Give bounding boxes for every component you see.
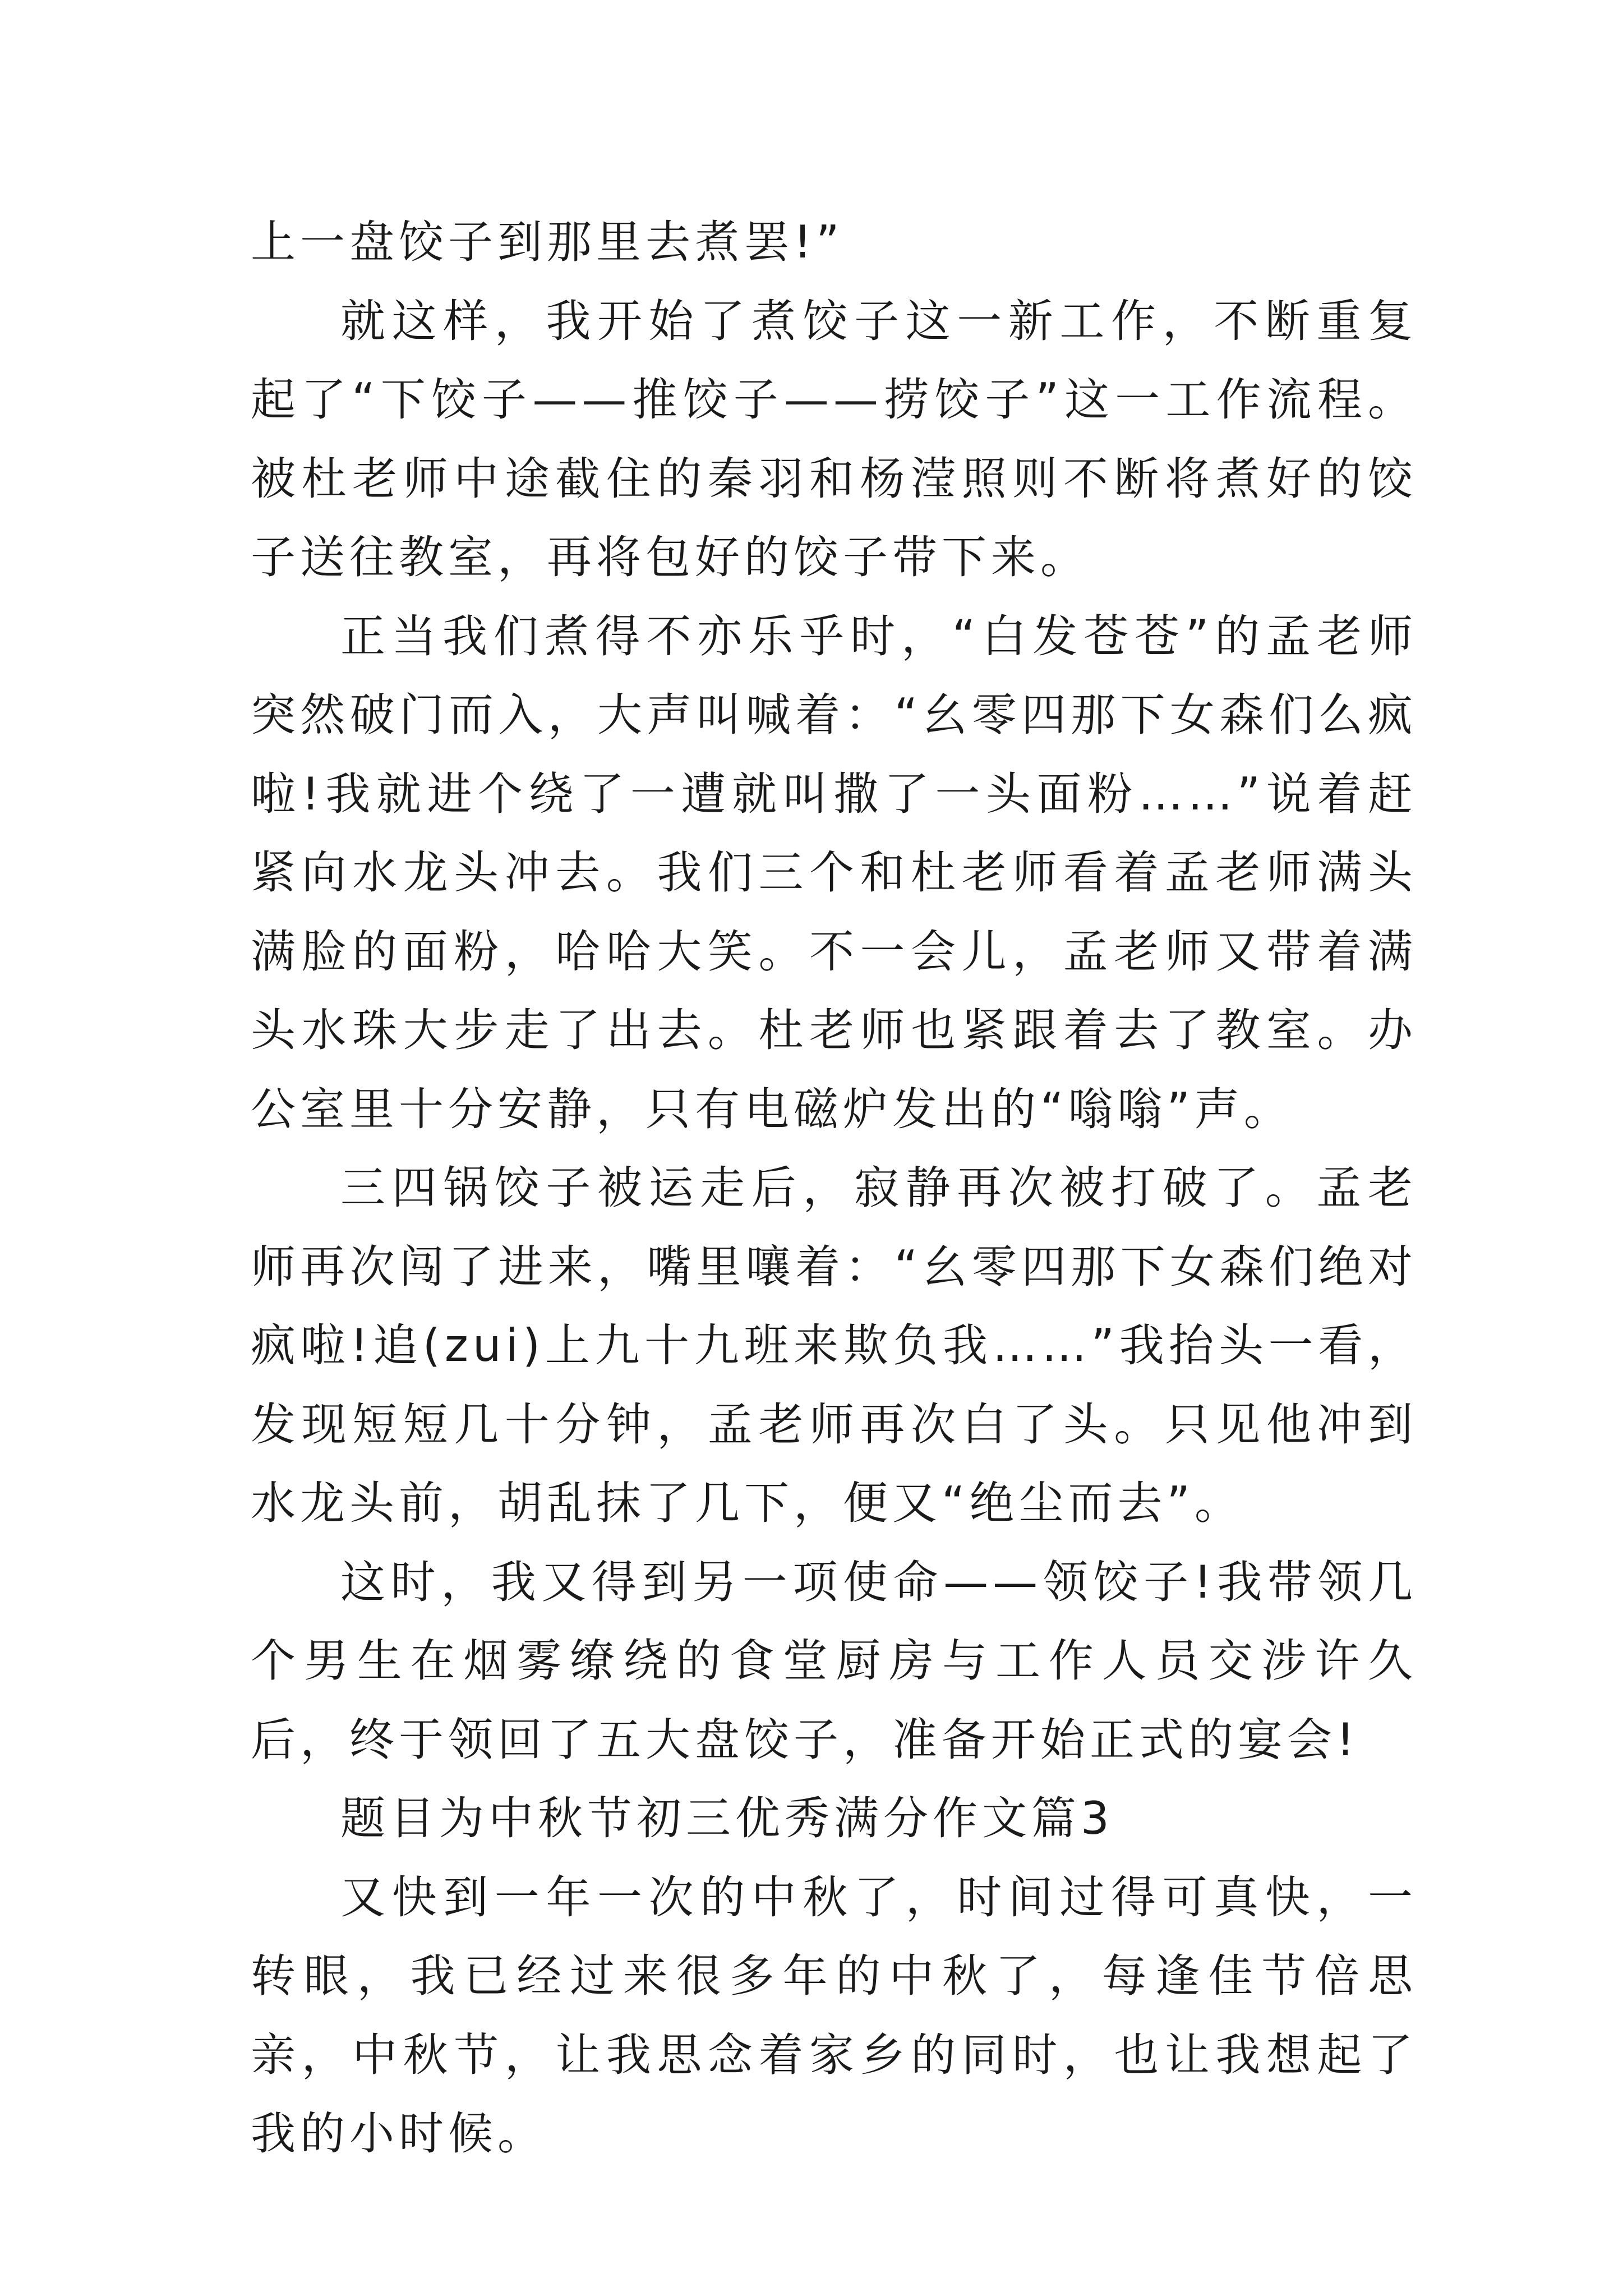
paragraph-4: 三四锅饺子被运走后，寂静再次被打破了。孟老师再次闯了进来，嘴里嚷着：“幺零四那下女森们绝对疯啦!追(zui)上九十九班来欺负我……”我抬头一看，发现短短几十分钟，孟老师再次白了头。只见他冲到水龙头前，胡乱抹了几下，便又“绝尘而去”。	[251, 1162, 1417, 1529]
paragraph-2: 就这样，我开始了煮饺子这一新工作，不断重复起了“下饺子——推饺子——捞饺子”这一工作流程。被杜老师中途截住的秦羽和杨滢照则不断将煮好的饺子送往教室，再将包好的饺子带下来。	[251, 295, 1417, 583]
document-body	[251, 203, 1417, 2174]
paragraph-3: 正当我们煮得不亦乐乎时，“白发苍苍”的孟老师突然破门而入，大声叫喊着：“幺零四那下女森们么疯啦!我就进个绕了一遭就叫撒了一头面粉……”说着赶紧向水龙头冲去。我们三个和杜老师看着孟老师满头满脸的面粉，哈哈大笑。不一会儿，孟老师又带着满头水珠大步走了出去。杜老师也紧跟着去了教室。办公室里十分安静，只有电磁炉发出的“嗡嗡”声。	[251, 610, 1417, 1135]
paragraph-5: 这时，我又得到另一项使命——领饺子!我带领几个男生在烟雾缭绕的食堂厨房与工作人员交涉许久后，终于领回了五大盘饺子，准备开始正式的宴会!	[251, 1556, 1417, 1766]
closing-paragraph: 又快到一年一次的中秋了，时间过得可真快，一转眼，我已经过来很多年的中秋了，每逢佳节倍思亲，中秋节，让我思念着家乡的同时，也让我想起了我的小时候。	[251, 1871, 1417, 2160]
paragraph-1: 上一盘饺子到那里去煮罢!”	[251, 216, 844, 268]
section-heading: 题目为中秋节初三优秀满分作文篇3	[340, 1792, 1114, 1844]
